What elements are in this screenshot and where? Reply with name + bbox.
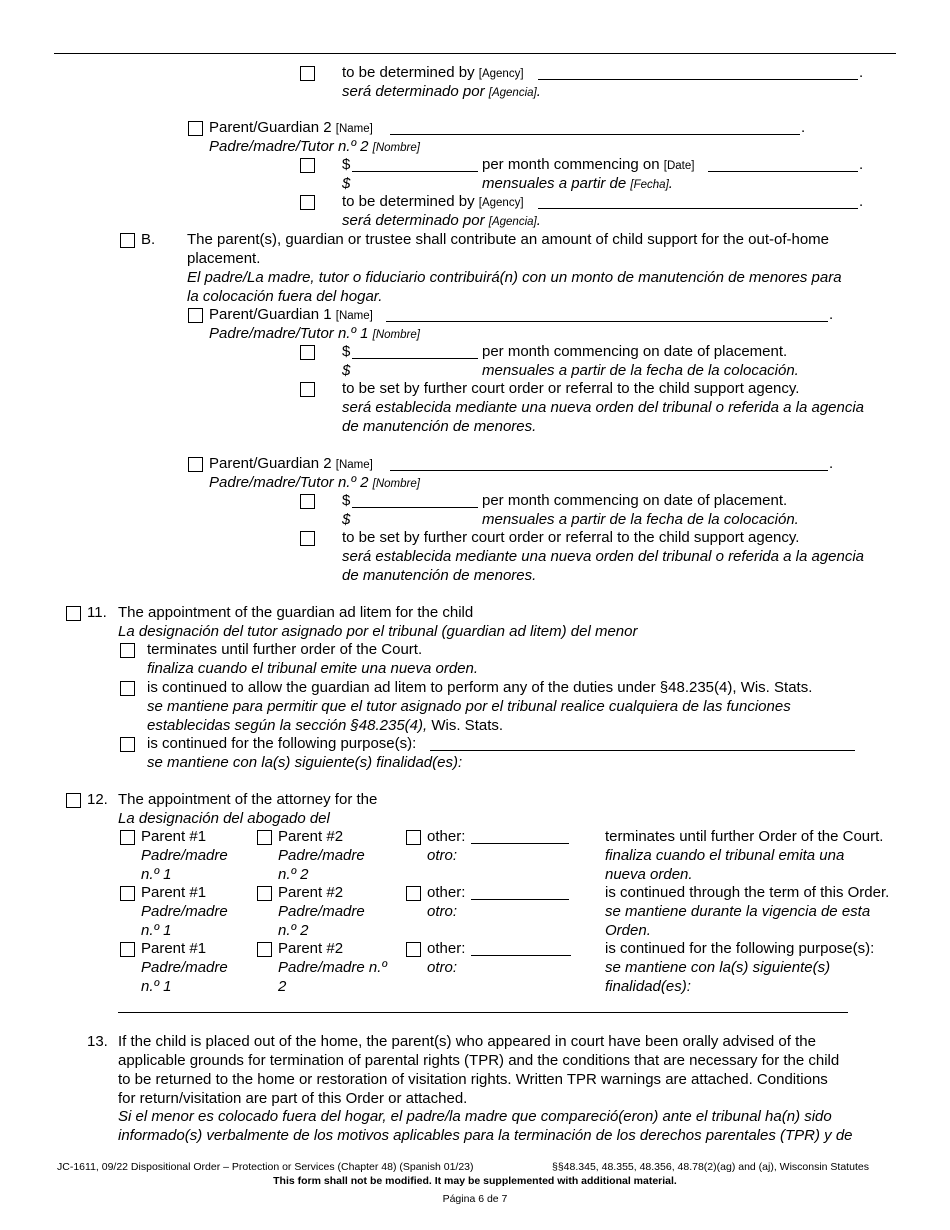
dollar-sign: $ (342, 156, 351, 173)
dollar-sign-es: $ (342, 511, 351, 528)
pg2a-label-es-text: Padre/madre/Tutor n.º 2 (209, 138, 369, 155)
footer-statutes: §§48.345, 48.355, 48.356, 48.78(2)(ag) and (aj), Wisconsin Statutes (552, 1161, 869, 1173)
name-label: [Name] (335, 459, 373, 471)
s12-r1-other-field[interactable] (471, 843, 569, 844)
s12-r2-parent1-es-b: n.º 1 (141, 922, 172, 939)
agency-en: [Agency] (478, 197, 524, 209)
date-es: [Fecha] (630, 179, 669, 191)
s11-opt2-wis-stats: Wis. Stats. (431, 717, 504, 734)
s12-r1-parent2-es-b: n.º 2 (278, 866, 309, 883)
s12-r3-other-en: other: (427, 940, 466, 957)
s12-r3-parent2-en: Parent #2 (278, 940, 344, 957)
section-12-title-es: La designación del abogado del (118, 810, 330, 827)
period: . (829, 455, 834, 472)
s12-r3-result-en: is continued for the following purpose(s): (605, 940, 875, 957)
header-rule (54, 53, 896, 54)
section-11-title-es: La designación del tutor asignado por el tribunal (guardian ad litem) del menor (118, 623, 638, 640)
s12-r3-result-es-2: finalidad(es): (605, 978, 691, 995)
determined-by-es: será determinado por (342, 83, 485, 100)
footer-form-id: JC-1611, 09/22 Dispositional Order – Protection or Services (Chapter 48) (Spanish 01/23) (57, 1161, 474, 1173)
s12-r3-other-field[interactable] (471, 955, 571, 956)
period: . (801, 119, 806, 136)
page-number: Página 6 de 7 (442, 1193, 508, 1205)
pg2a-amount-field[interactable] (352, 171, 478, 172)
per-month-es: mensuales a partir de (482, 175, 627, 192)
pg2a-per-month-es: mensuales a partir de [Fecha]. (482, 175, 673, 192)
b-pg1-label (209, 306, 373, 323)
checkbox-s12-r1-parent1[interactable] (120, 830, 135, 845)
s12-r3-parent2-es-b: 2 (278, 978, 287, 995)
b-pg2-label-es (209, 474, 420, 491)
b-pg1-set-en: to be set by further court order or referral to the child support agency. (342, 380, 800, 397)
s11-opt2-es-1: se mantiene para permitir que el tutor asignado por el tribunal realice cualquiera de las funciones (147, 698, 791, 715)
pg2a-agency-field[interactable] (538, 208, 858, 209)
checkbox-b-pg1-set[interactable] (300, 382, 315, 397)
s12-r1-parent1-es-b: n.º 1 (141, 866, 172, 883)
s11-opt2-en: is continued to allow the guardian ad litem to perform any of the duties under §48.235(4), Wis. Stats. (147, 679, 813, 696)
s12-r1-parent2-en: Parent #2 (278, 828, 344, 845)
s12-r1-result-es-1: finaliza cuando el tribunal emita una (605, 847, 845, 864)
pg2a-name-es: [Nombre] (372, 142, 420, 154)
b-pg2-amount-field[interactable] (352, 507, 478, 508)
agency-label: [Agency] (478, 68, 524, 80)
pg2a-label-es (209, 138, 420, 155)
s12-r1-other-es: otro: (427, 847, 458, 864)
pg1-determined-line (342, 64, 524, 81)
period: . (859, 156, 864, 173)
pg2a-label (209, 119, 373, 136)
name-es: [Nombre] (372, 478, 420, 490)
b-pg2-set-es-2: de manutención de menores. (342, 567, 537, 584)
section-b-text-es-2: la colocación fuera del hogar. (187, 288, 383, 305)
b-pg1-label-en: Parent/Guardian 1 (209, 306, 332, 323)
s12-r2-other-en: other: (427, 884, 466, 901)
checkbox-pg2-a[interactable] (188, 121, 203, 136)
checkbox-s12-r2-parent1[interactable] (120, 886, 135, 901)
checkbox-s11-continued-purpose[interactable] (120, 737, 135, 752)
s13-en-1: If the child is placed out of the home, the parent(s) who appeared in court have been orally advised of the (118, 1033, 816, 1050)
s12-r3-parent1-es-a: Padre/madre (141, 959, 228, 976)
section-11-title-en: The appointment of the guardian ad litem for the child (118, 604, 474, 621)
b-pg2-label-es-text: Padre/madre/Tutor n.º 2 (209, 474, 369, 491)
determined-es: será determinado por (342, 212, 485, 229)
s12-r2-other-field[interactable] (471, 899, 569, 900)
name-label: [Name] (335, 310, 373, 322)
section-b-text-es-1: El padre/La madre, tutor o fiduciario contribuirá(n) con un monto de manutención de menores para (187, 269, 842, 286)
checkbox-pg2a-agency[interactable] (300, 195, 315, 210)
section-11-number: 11. (87, 604, 107, 621)
agency-field-line[interactable] (538, 79, 858, 80)
per-month-en: per month commencing on (482, 156, 660, 173)
pg2a-date-field[interactable] (708, 171, 858, 172)
s11-opt3-en: is continued for the following purpose(s): (147, 735, 417, 752)
checkbox-section-12[interactable] (66, 793, 81, 808)
b-pg1-label-es-text: Padre/madre/Tutor n.º 1 (209, 325, 369, 342)
s11-opt3-es: se mantiene con la(s) siguiente(s) finalidad(es): (147, 754, 463, 771)
pg2a-per-month (482, 156, 694, 173)
s13-es-1: Si el menor es colocado fuera del hogar, el padre/la madre que compareció(eron) ante el tribunal ha(n) sido (118, 1108, 832, 1125)
agency-es: [Agencia] (488, 87, 537, 99)
s12-r3-other-es: otro: (427, 959, 458, 976)
s13-en-2: applicable grounds for termination of parental rights (TPR) and the conditions that are necessary for the child (118, 1052, 840, 1069)
b-pg2-set-es-1: será establecida mediante una nueva orden del tribunal o referida a la agencia (342, 548, 865, 565)
s12-purpose-field[interactable] (118, 1012, 848, 1013)
s13-en-4: for return/visitation are part of this Order or attached. (118, 1090, 468, 1107)
s11-purpose-field[interactable] (430, 750, 855, 751)
s13-es-2: informado(s) verbalmente de los motivos aplicables para la terminación de los derechos parentales (TPR) y de (118, 1127, 853, 1144)
b-pg1-set-es-1: será establecida mediante una nueva orden del tribunal o referida a la agencia (342, 399, 865, 416)
b-pg1-per-month-es: mensuales a partir de la fecha de la colocación. (482, 362, 799, 379)
checkbox-pg2a-amount[interactable] (300, 158, 315, 173)
b-pg2-name-field[interactable] (390, 470, 828, 471)
checkbox-s12-r2-other[interactable] (406, 886, 421, 901)
b-pg2-per-month-es: mensuales a partir de la fecha de la colocación. (482, 511, 799, 528)
period: . (859, 64, 864, 81)
determined-en: to be determined by (342, 193, 475, 210)
checkbox-b-pg1[interactable] (188, 308, 203, 323)
b-pg1-label-es (209, 325, 420, 342)
checkbox-s12-r2-parent2[interactable] (257, 886, 272, 901)
name-es: [Nombre] (372, 329, 420, 341)
s13-en-3: to be returned to the home or restoration of visitation rights. Written TPR warnings are attached. Conditions (118, 1071, 828, 1088)
checkbox-s11-terminates[interactable] (120, 643, 135, 658)
dollar-sign: $ (342, 492, 351, 509)
s12-r3-result-es-1: se mantiene con la(s) siguiente(s) (605, 959, 831, 976)
b-pg1-per-month: per month commencing on date of placement. (482, 343, 788, 360)
dollar-sign-es: $ (342, 175, 351, 192)
section-b-text-en-2: placement. (187, 250, 261, 267)
s12-r1-other-en: other: (427, 828, 466, 845)
b-pg1-amount-field[interactable] (352, 358, 478, 359)
checkbox-b-pg2-amount[interactable] (300, 494, 315, 509)
checkbox-b-pg2-set[interactable] (300, 531, 315, 546)
date-label: [Date] (663, 160, 695, 172)
checkbox-section-b[interactable] (120, 233, 135, 248)
pg2a-name-field[interactable] (390, 134, 800, 135)
b-pg2-label (209, 455, 373, 472)
checkbox-s12-r1-parent2[interactable] (257, 830, 272, 845)
checkbox-s12-r3-parent2[interactable] (257, 942, 272, 957)
checkbox-s12-r3-other[interactable] (406, 942, 421, 957)
s11-opt1-es: finaliza cuando el tribunal emite una nueva orden. (147, 660, 479, 677)
s12-r1-result-en: terminates until further Order of the Court. (605, 828, 884, 845)
s12-r2-parent2-en: Parent #2 (278, 884, 344, 901)
s12-r1-parent1-es-a: Padre/madre (141, 847, 228, 864)
s12-r1-parent1-en: Parent #1 (141, 828, 207, 845)
checkbox-section-11[interactable] (66, 606, 81, 621)
pg2a-name-en: [Name] (335, 123, 373, 135)
s12-r2-result-es-2: Orden. (605, 922, 651, 939)
s12-r2-parent1-en: Parent #1 (141, 884, 207, 901)
s12-r3-parent2-es-a: Padre/madre n.º (278, 959, 387, 976)
s12-r2-parent2-es-a: Padre/madre (278, 903, 365, 920)
b-pg2-per-month: per month commencing on date of placement. (482, 492, 788, 509)
period: . (859, 193, 864, 210)
checkbox-s12-r1-other[interactable] (406, 830, 421, 845)
checkbox-s11-continued-duties[interactable] (120, 681, 135, 696)
section-12-title-en: The appointment of the attorney for the (118, 791, 378, 808)
s11-opt2-es-2 (147, 717, 503, 734)
s12-r2-parent2-es-b: n.º 2 (278, 922, 309, 939)
s12-r2-result-es-1: se mantiene durante la vigencia de esta (605, 903, 871, 920)
section-b-text-en-1: The parent(s), guardian or trustee shall contribute an amount of child support for the out-of-home (187, 231, 830, 248)
checkbox-s12-r3-parent1[interactable] (120, 942, 135, 957)
checkbox-b-pg2[interactable] (188, 457, 203, 472)
footer-notice: This form shall not be modified. It may be supplemented with additional material. (273, 1175, 677, 1187)
s12-r3-parent1-en: Parent #1 (141, 940, 207, 957)
b-pg1-set-es-2: de manutención de menores. (342, 418, 537, 435)
period: . (829, 306, 834, 323)
pg2a-determined (342, 193, 524, 210)
b-pg2-label-en: Parent/Guardian 2 (209, 455, 332, 472)
agency-es: [Agencia] (488, 216, 537, 228)
dollar-sign: $ (342, 343, 351, 360)
s12-r3-parent1-es-b: n.º 1 (141, 978, 172, 995)
s11-opt2-es-2-text: establecidas según la sección §48.235(4), (147, 717, 428, 734)
checkbox-pg1-agency[interactable] (300, 66, 315, 81)
s12-r2-other-es: otro: (427, 903, 458, 920)
pg2a-label-en: Parent/Guardian 2 (209, 119, 332, 136)
dollar-sign-es: $ (342, 362, 351, 379)
b-pg2-set-en: to be set by further court order or referral to the child support agency. (342, 529, 800, 546)
b-pg1-name-field[interactable] (386, 321, 828, 322)
section-13-number: 13. (87, 1033, 108, 1050)
section-12-number: 12. (87, 791, 108, 808)
s12-r1-parent2-es-a: Padre/madre (278, 847, 365, 864)
pg2a-determined-es: será determinado por [Agencia]. (342, 212, 541, 229)
s11-opt1-en: terminates until further order of the Court. (147, 641, 423, 658)
s12-r2-parent1-es-a: Padre/madre (141, 903, 228, 920)
pg1-determined-line-es: será determinado por [Agencia]. (342, 83, 541, 100)
s12-r1-result-es-2: nueva orden. (605, 866, 693, 883)
s12-r2-result-en: is continued through the term of this Order. (605, 884, 890, 901)
section-b-letter: B. (141, 231, 156, 248)
determined-by-label: to be determined by (342, 64, 475, 81)
checkbox-b-pg1-amount[interactable] (300, 345, 315, 360)
